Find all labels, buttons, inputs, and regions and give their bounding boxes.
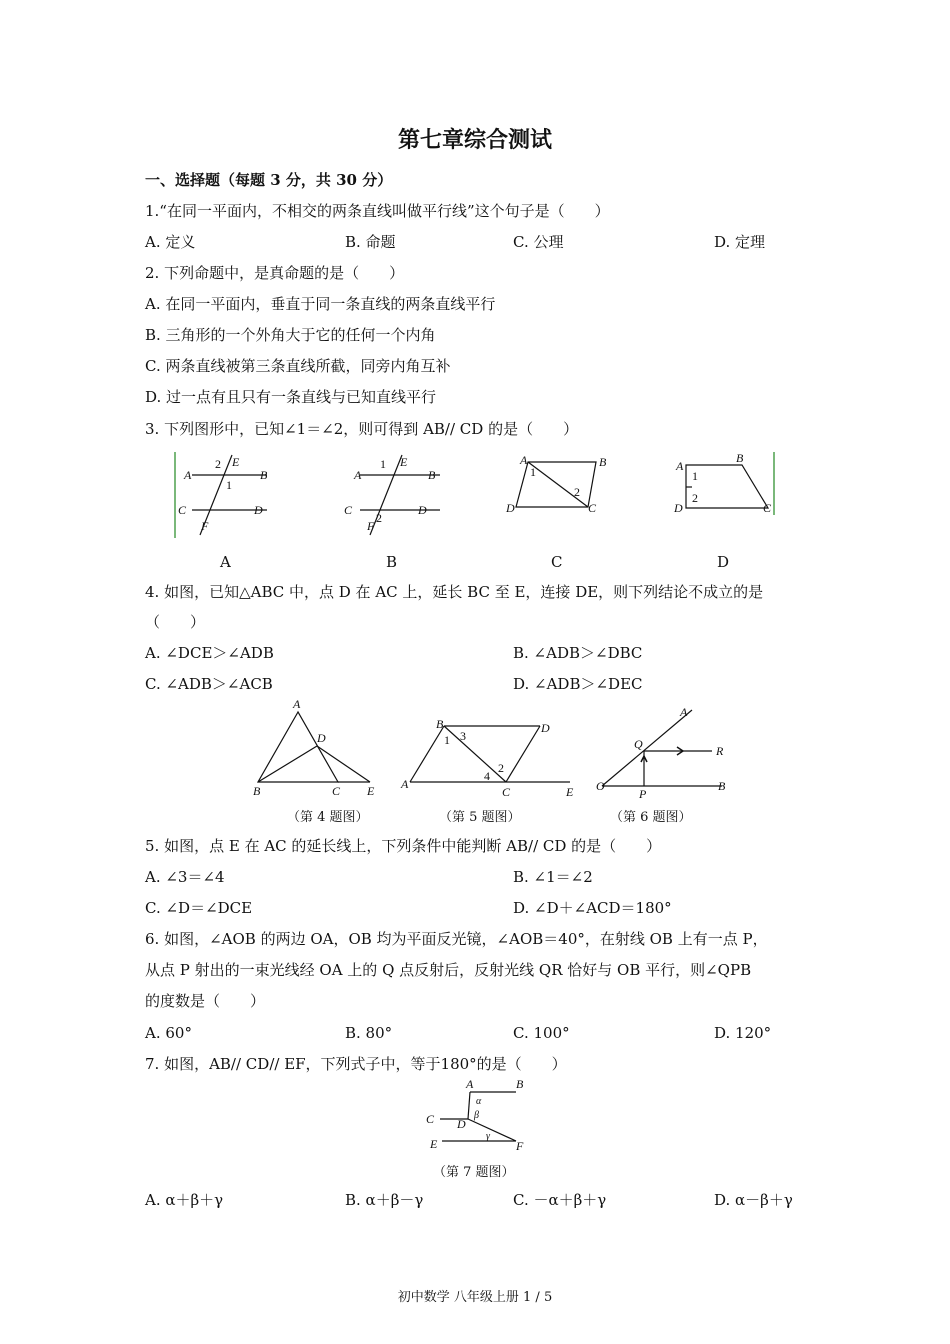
svg-text:D: D: [254, 503, 263, 517]
svg-text:2: 2: [498, 761, 504, 775]
svg-text:C: C: [763, 501, 772, 515]
q1-option-d: D. 定理: [714, 233, 766, 251]
svg-text:α: α: [476, 1096, 482, 1107]
svg-text:A: A: [293, 698, 301, 711]
q2-option-d: D. 过一点有且只有一条直线与已知直线平行: [145, 388, 437, 406]
svg-text:E: E: [400, 455, 408, 469]
svg-text:B: B: [428, 468, 436, 482]
q4-option-b: B. ∠ADB＞∠DBC: [513, 644, 643, 662]
figure-7-caption: （第 7 题图）: [433, 1165, 515, 1180]
svg-text:D: D: [541, 721, 550, 735]
q5-option-b: B. ∠1＝∠2: [513, 868, 593, 886]
svg-text:C: C: [332, 784, 341, 798]
q2-option-c: C. 两条直线被第三条直线所截，同旁内角互补: [145, 357, 451, 375]
svg-text:2: 2: [215, 457, 221, 471]
svg-text:A: A: [466, 1078, 474, 1091]
svg-text:D: D: [506, 501, 515, 515]
svg-text:B: B: [718, 779, 726, 793]
q3-label-a: A: [220, 553, 231, 571]
svg-text:D: D: [418, 503, 427, 517]
q3-figure-c: [502, 452, 622, 522]
q3-figure-b: [340, 450, 450, 540]
svg-text:F: F: [516, 1139, 524, 1153]
svg-text:1: 1: [444, 733, 450, 747]
svg-text:O: O: [596, 779, 605, 793]
q1-option-b: B. 命题: [345, 233, 396, 251]
svg-text:B: B: [599, 455, 607, 469]
q4-stem-line2: （ ）: [145, 613, 206, 631]
svg-text:E: E: [566, 785, 574, 799]
svg-text:1: 1: [226, 478, 232, 492]
svg-text:D: D: [457, 1117, 466, 1131]
svg-text:E: E: [430, 1137, 438, 1151]
svg-text:2: 2: [692, 491, 698, 505]
figure-4-caption: （第 4 题图）: [287, 810, 369, 825]
svg-text:D: D: [317, 731, 326, 745]
q5-option-a: A. ∠3＝∠4: [145, 868, 225, 886]
svg-text:2: 2: [376, 511, 382, 525]
q4-option-a: A. ∠DCE＞∠ADB: [145, 644, 274, 662]
q4-stem-line1: 4. 如图，已知△ABC 中，点 D 在 AC 上，延长 BC 至 E，连接 DE，则下列结论不成立的是: [145, 583, 764, 601]
figure-4: [250, 698, 390, 800]
q6-option-a: A. 60°: [145, 1024, 192, 1042]
q7-stem: 7. 如图，AB// CD// EF，下列式子中，等于180°的是（ ）: [145, 1055, 567, 1073]
q7-option-c: C. －α＋β＋γ: [513, 1191, 607, 1209]
svg-text:B: B: [436, 717, 444, 731]
figure-6-caption: （第 6 题图）: [610, 810, 692, 825]
svg-text:D: D: [674, 501, 683, 515]
svg-text:Q: Q: [634, 737, 643, 751]
q3-figure-d: [672, 450, 782, 520]
figure-5-caption: （第 5 题图）: [439, 810, 521, 825]
svg-text:A: A: [680, 705, 688, 719]
q7-option-a: A. α＋β＋γ: [145, 1191, 224, 1209]
svg-text:3: 3: [460, 729, 466, 743]
svg-text:C: C: [588, 501, 597, 515]
q2-option-a: A. 在同一平面内，垂直于同一条直线的两条直线平行: [145, 295, 496, 313]
svg-text:C: C: [344, 503, 353, 517]
q6-stem-line2: 从点 P 射出的一束光线经 OA 上的 Q 点反射后，反射光线 QR 恰好与 OB 平行，则∠QPB: [145, 961, 752, 979]
svg-text:B: B: [260, 468, 268, 482]
svg-text:A: A: [520, 453, 528, 467]
svg-text:2: 2: [574, 485, 580, 499]
svg-text:F: F: [201, 519, 209, 533]
svg-text:1: 1: [530, 465, 536, 479]
svg-text:B: B: [253, 784, 261, 798]
q5-option-d: D. ∠D＋∠ACD＝180°: [513, 899, 672, 917]
figure-7: [420, 1078, 532, 1158]
svg-text:C: C: [426, 1112, 435, 1126]
svg-text:1: 1: [692, 469, 698, 483]
svg-text:1: 1: [380, 457, 386, 471]
q4-option-c: C. ∠ADB＞∠ACB: [145, 675, 273, 693]
svg-text:C: C: [502, 785, 511, 799]
q5-option-c: C. ∠D＝∠DCE: [145, 899, 253, 917]
q3-label-b: B: [386, 553, 398, 571]
svg-text:F: F: [367, 519, 375, 533]
figure-5: [398, 712, 578, 800]
q3-figure-a: [172, 450, 282, 540]
q6-option-b: B. 80°: [345, 1024, 393, 1042]
svg-text:β: β: [474, 1110, 479, 1121]
q1-stem: 1.“在同一平面内，不相交的两条直线叫做平行线”这个句子是（ ）: [145, 202, 610, 220]
q2-stem: 2. 下列命题中，是真命题的是（ ）: [145, 264, 405, 282]
svg-text:γ: γ: [486, 1131, 490, 1142]
svg-text:E: E: [232, 455, 240, 469]
q4-option-d: D. ∠ADB＞∠DEC: [513, 675, 643, 693]
section-heading: 一、选择题（每题 3 分，共 30 分）: [145, 171, 393, 189]
q6-stem-line1: 6. 如图，∠AOB 的两边 OA，OB 均为平面反光镜，∠AOB＝40°，在射线 OB 上有一点 P，: [145, 930, 768, 948]
q2-option-b: B. 三角形的一个外角大于它的任何一个内角: [145, 326, 436, 344]
q5-stem: 5. 如图，点 E 在 AC 的延长线上，下列条件中能判断 AB// CD 的是（ ）: [145, 837, 662, 855]
page-footer: 初中数学 八年级上册 1 / 5: [397, 1290, 553, 1305]
q6-stem-line3: 的度数是（ ）: [145, 992, 266, 1010]
q7-option-b: B. α＋β－γ: [345, 1191, 424, 1209]
svg-text:E: E: [367, 784, 375, 798]
q3-stem: 3. 下列图形中，已知∠1＝∠2，则可得到 AB// CD 的是（ ）: [145, 420, 579, 438]
q1-option-c: C. 公理: [513, 233, 564, 251]
svg-text:R: R: [716, 744, 724, 758]
q7-option-d: D. α－β＋γ: [714, 1191, 793, 1209]
q3-label-d: D: [717, 553, 730, 571]
svg-text:A: A: [676, 459, 684, 473]
page-title: 第七章综合测试: [397, 127, 552, 153]
q6-option-d: D. 120°: [714, 1024, 772, 1042]
svg-text:A: A: [354, 468, 362, 482]
svg-text:A: A: [184, 468, 192, 482]
svg-text:B: B: [736, 451, 744, 465]
svg-text:C: C: [178, 503, 187, 517]
q1-option-a: A. 定义: [145, 233, 196, 251]
q6-option-c: C. 100°: [513, 1024, 570, 1042]
svg-text:A: A: [401, 777, 409, 791]
svg-text:P: P: [639, 787, 647, 800]
figure-6: [592, 700, 737, 800]
svg-text:4: 4: [484, 769, 490, 783]
svg-text:B: B: [516, 1078, 524, 1091]
q3-label-c: C: [551, 553, 563, 571]
